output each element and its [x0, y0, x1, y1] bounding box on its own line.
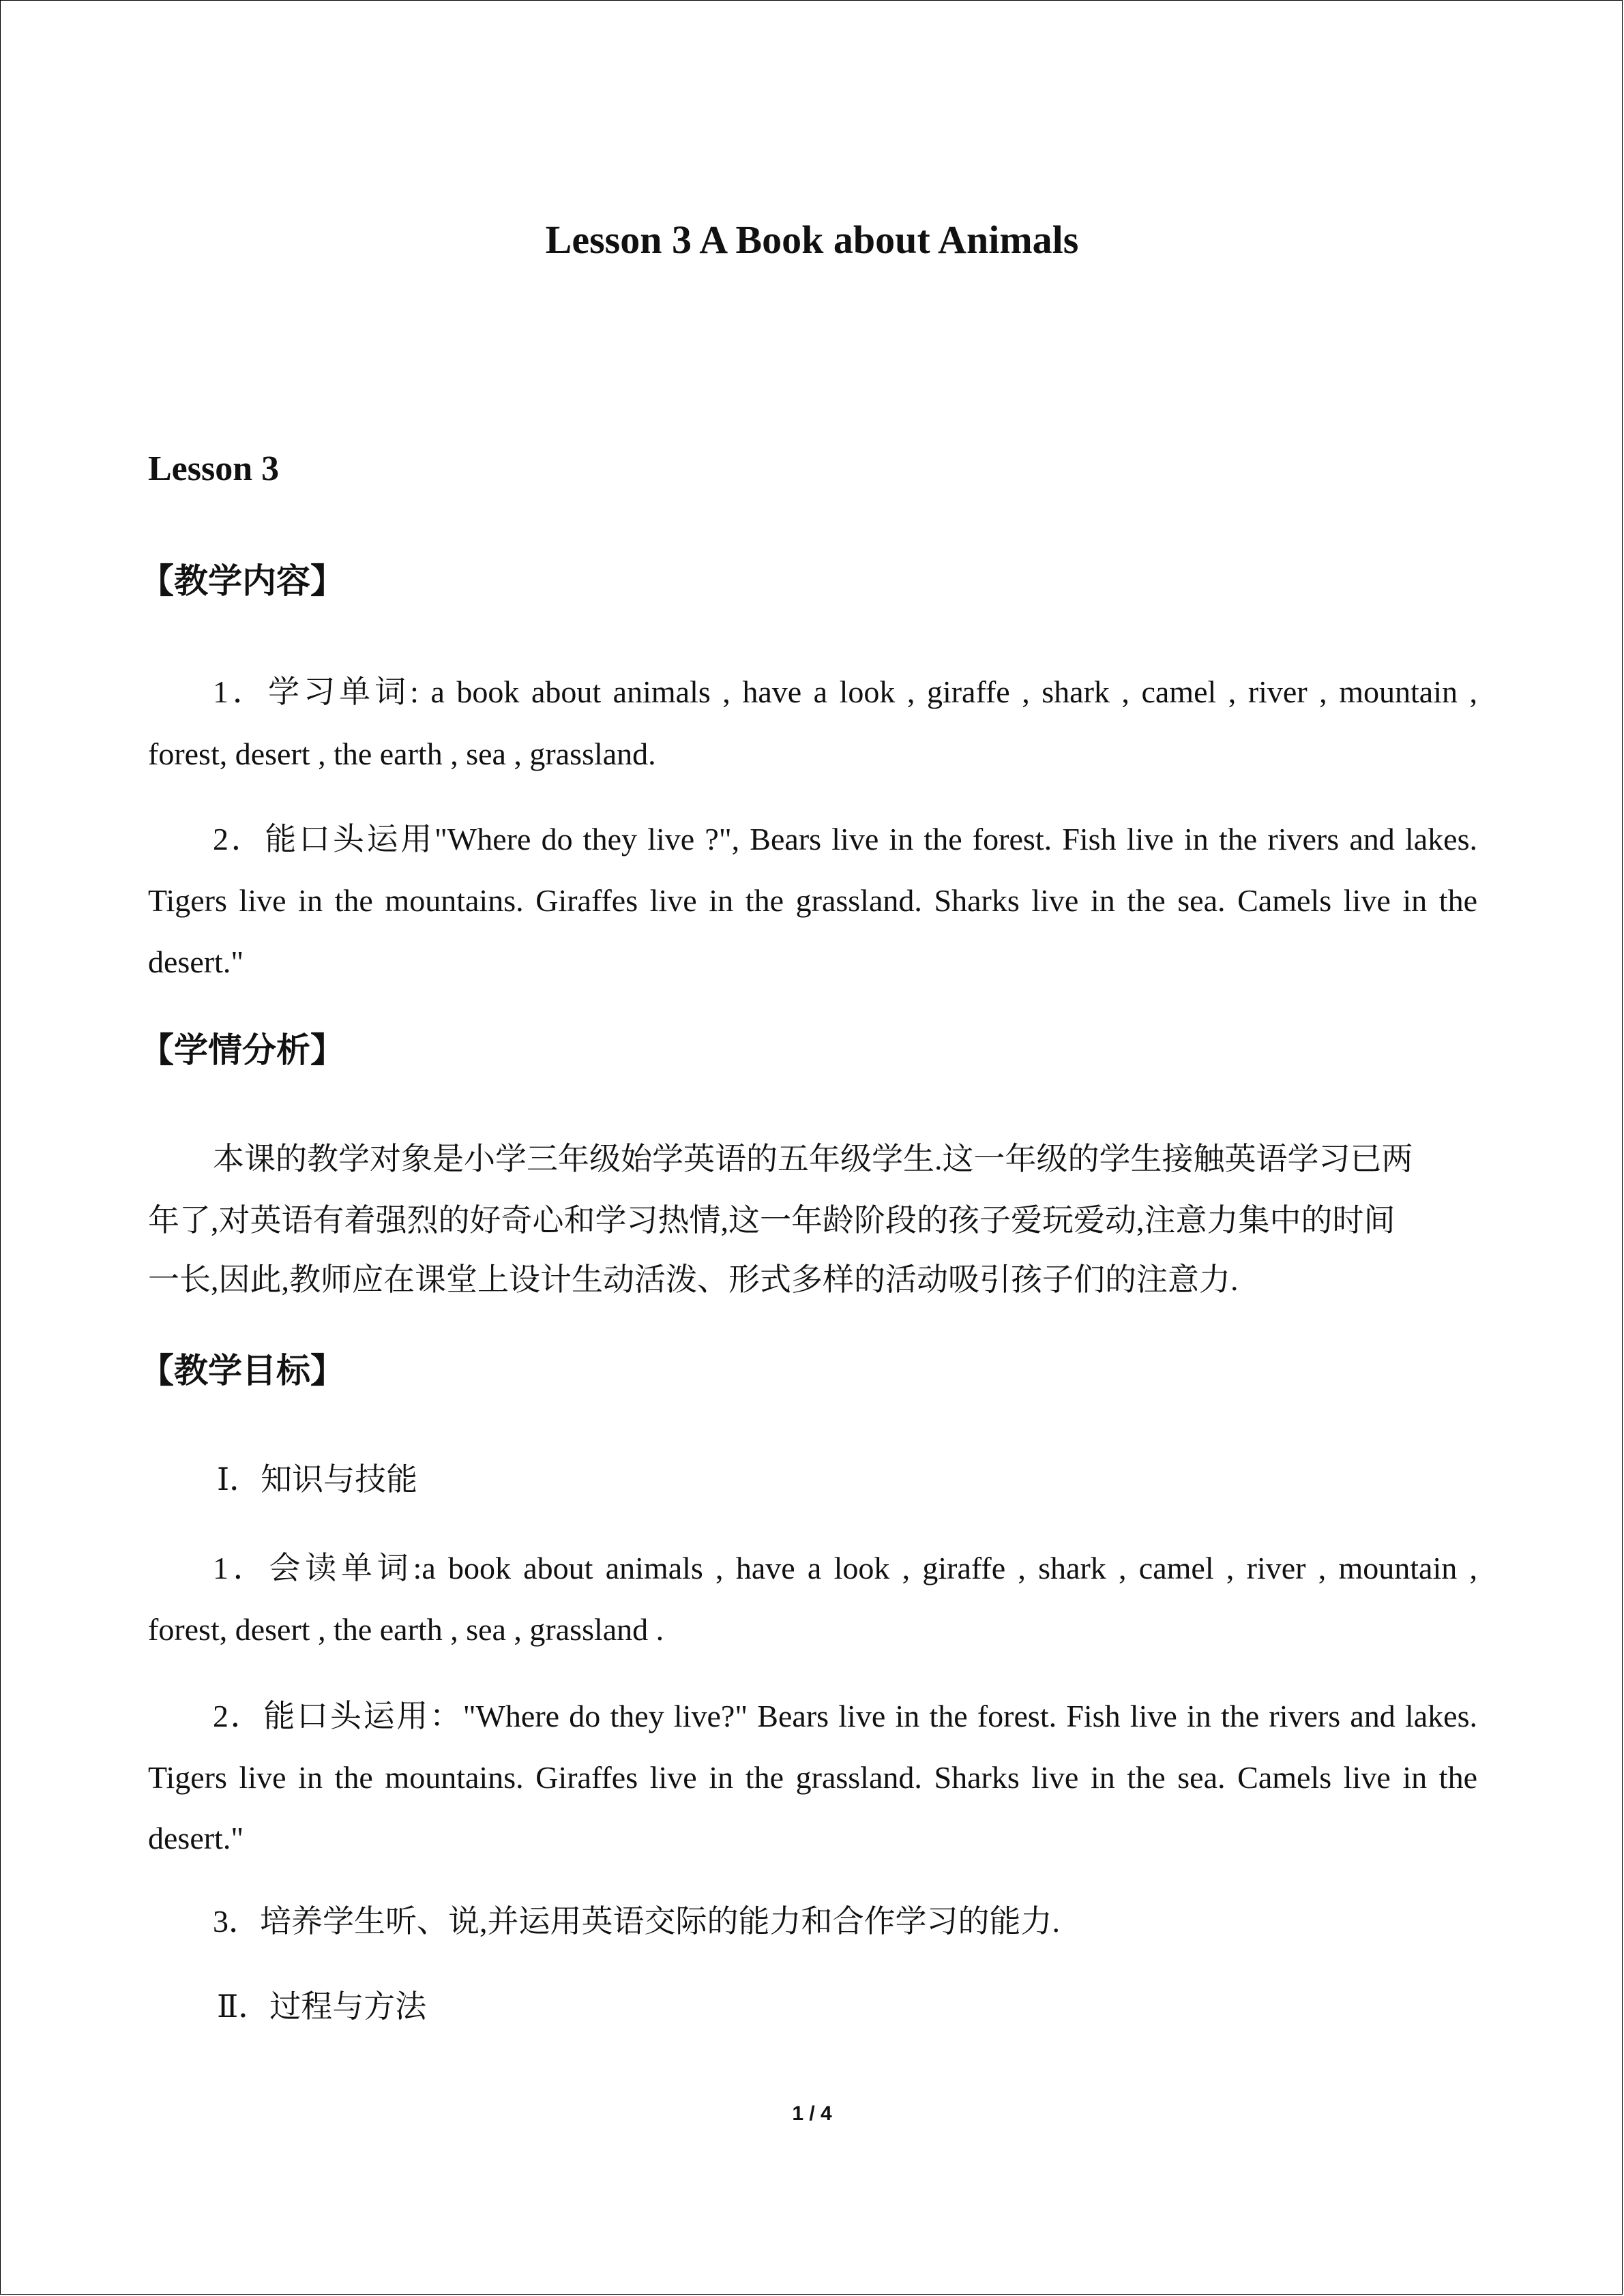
- goals-item-3: 3．培养学生听、说,并运用英语交际的能力和合作学习的能力.: [213, 1904, 1060, 1939]
- section-heading-content: 【教学内容】: [140, 561, 344, 601]
- goals-item-2-line-2: Tigers live in the mountains. Giraffes live in the grassland. Sharks live in the sea. Camels live in the: [148, 1760, 1477, 1795]
- document-title: Lesson 3 A Book about Animals: [545, 218, 1079, 262]
- analysis-line-2: 年了,对英语有着强烈的好奇心和学习热情,这一年龄阶段的孩子爱玩爱动,注意力集中的时间: [148, 1203, 1396, 1238]
- analysis-line-1: 本课的教学对象是小学三年级始学英语的五年级学生.这一年级的学生接触英语学习已两: [213, 1142, 1413, 1176]
- section-heading-analysis: 【学情分析】: [140, 1030, 344, 1070]
- lesson-heading: Lesson 3: [148, 449, 280, 488]
- goals-item-1-line-2: forest, desert , the earth , sea , grassland .: [148, 1612, 664, 1647]
- section-heading-goals: 【教学目标】: [140, 1351, 344, 1390]
- goals-item-2-line-3: desert.": [148, 1821, 244, 1855]
- goals-item-2-line-1: 2．能口头运用："Where do they live?" Bears live in the forest. Fish live in the rivers and lakes.: [213, 1699, 1477, 1733]
- analysis-line-3: 一长,因此,教师应在课堂上设计生动活泼、形式多样的活动吸引孩子们的注意力.: [148, 1262, 1239, 1297]
- content-item-1-line-2: forest, desert , the earth , sea , grassland.: [148, 736, 656, 771]
- page-number: 1 / 4: [792, 2102, 832, 2125]
- content-item-2-line-1: 2．能口头运用"Where do they live ?", Bears live in the forest. Fish live in the rivers and lakes.: [213, 822, 1477, 856]
- content-item-2-line-3: desert.": [148, 944, 244, 979]
- content-item-2-line-2: Tigers live in the mountains. Giraffes live in the grassland. Sharks live in the sea. Camels live in the: [148, 883, 1477, 918]
- goals-item-1-line-1: 1．会读单词:a book about animals , have a look , giraffe , shark , camel , river , mountain ,: [213, 1551, 1477, 1585]
- goals-part-1-title: Ⅰ．知识与技能: [217, 1462, 418, 1497]
- goals-part-2-title: Ⅱ．过程与方法: [217, 1989, 427, 2024]
- content-item-1-line-1: 1．学习单词: a book about animals , have a look , giraffe , shark , camel , river , mountain ,: [213, 674, 1477, 709]
